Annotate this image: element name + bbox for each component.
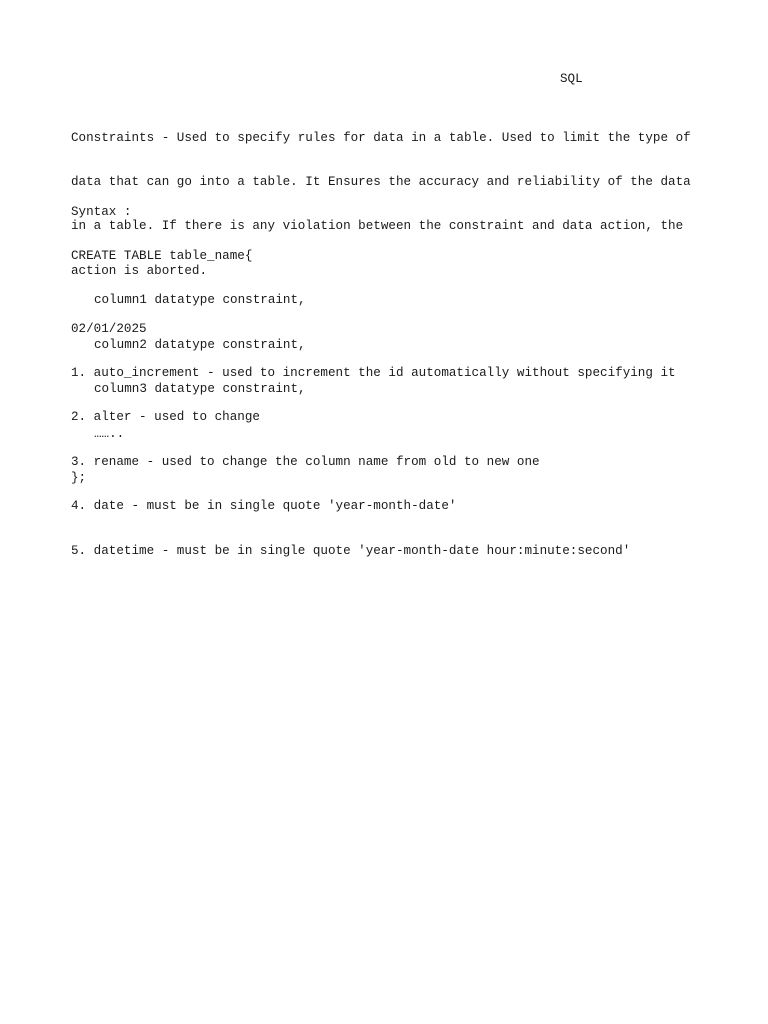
paragraph-line: action is aborted. bbox=[71, 263, 208, 278]
syntax-column-line: column3 datatype constraint, bbox=[94, 382, 306, 397]
syntax-ellipsis-line: …….. bbox=[94, 426, 125, 441]
syntax-create-line: CREATE TABLE table_name{ bbox=[71, 248, 253, 263]
list-item: 2. alter - used to change bbox=[71, 410, 260, 425]
syntax-column-line: column1 datatype constraint, bbox=[94, 293, 306, 308]
syntax-heading: Syntax : bbox=[71, 204, 132, 219]
notes-date: 02/01/2025 bbox=[71, 321, 147, 336]
syntax-close-line: }; bbox=[71, 470, 87, 485]
list-item: 5. datetime - must be in single quote 'year-month-date hour:minute:second' bbox=[71, 543, 631, 558]
notes-list bbox=[71, 292, 676, 588]
syntax-column-line: column2 datatype constraint, bbox=[94, 337, 306, 352]
document-title: SQL bbox=[560, 72, 583, 86]
list-item: 3. rename - used to change the column name from old to new one bbox=[71, 454, 540, 469]
paragraph-line: data that can go into a table. It Ensures the accuracy and reliability of the data bbox=[71, 174, 691, 189]
list-item: 1. auto_increment - used to increment the id automatically without specifying it bbox=[71, 365, 676, 380]
paragraph-line: Constraints - Used to specify rules for data in a table. Used to limit the type of bbox=[71, 130, 691, 145]
list-item: 4. date - must be in single quote 'year-month-date' bbox=[71, 499, 457, 514]
paragraph-line: in a table. If there is any violation between the constraint and data action, the bbox=[71, 219, 684, 234]
